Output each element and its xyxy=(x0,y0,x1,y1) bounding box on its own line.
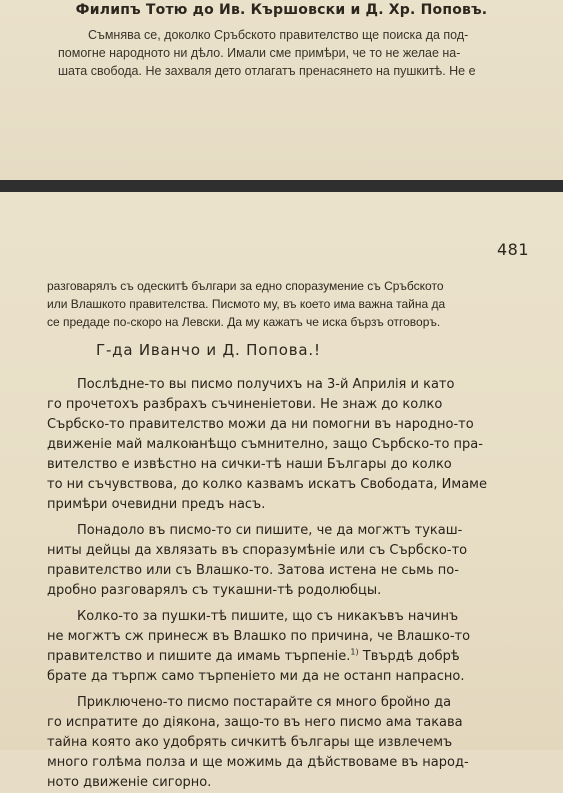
summary-line: или Влашкото правителства. Писмото му, въ което има важна тайна да xyxy=(47,297,446,311)
text-line: правителство или съ Влашко-то. Затова истена не сьмь по- xyxy=(47,563,459,578)
paragraph xyxy=(47,521,532,601)
text-line: тайна която ако удобрять сичкитѣ българы ще извлечемъ xyxy=(47,735,453,750)
paragraph xyxy=(47,607,532,687)
text-line: много голѣма полза и ще можимь да дѣйствоваме въ народ- xyxy=(47,755,469,770)
text-line: Понадоло въ писмо-то си пишите, че да могжтъ тукаш- xyxy=(77,523,463,538)
text-fragment: Твърдѣ добрѣ xyxy=(358,649,460,664)
text-fragment: правителство и пишите да имамь търпеніе. xyxy=(47,649,351,664)
text-line: вителство е извѣстно на сички-тѣ наши Българы до колко xyxy=(47,457,452,472)
text-line xyxy=(47,647,532,667)
text-line: ното движеніе сигорно. xyxy=(47,775,212,790)
body-line: шата свобода. Не захваля дето отлагатъ пренасянето на пушкитѣ. Не е xyxy=(58,64,476,78)
letter-salutation: Г-да Иванчо и Д. Попова.! xyxy=(96,341,321,359)
text-line: не могжтъ сж принесж въ Влашко по причина, че Влашко-то xyxy=(47,629,471,644)
page-heading: Филипъ Тотю до Ив. Кършовски и Д. Хр. Поповъ. xyxy=(75,2,488,18)
text-line: примѣри очевидни предъ насъ. xyxy=(47,497,266,512)
paragraph xyxy=(47,693,532,793)
text-line: го прочетохъ разбрахъ съчиненіетови. Не знаж до колко xyxy=(47,397,443,412)
text-line: брате да търпж само търпеніето ми да не останп напрасно. xyxy=(47,669,465,684)
document-page xyxy=(0,192,563,790)
text-line: то ни съчувствова, до колко казвамъ искатъ Свободата, Имаме xyxy=(47,477,487,492)
letter-body xyxy=(47,375,532,793)
text-line: дробно разговарялъ съ тукашни-тѣ родолюбцы. xyxy=(47,583,382,598)
text-line: движеніе май малкоꙗнѣщо съмнително, защо Сърбско-то пра- xyxy=(47,437,483,452)
body-line: помогне народното ни дѣло. Имали сме примѣри, че то не желае на- xyxy=(58,46,461,60)
paragraph xyxy=(47,375,532,515)
text-line: Колко-то за пушки-тѣ пишите, що съ никакъвъ начинъ xyxy=(77,609,459,624)
text-line: ниты дейцы да хвлязать въ споразумѣніе или съ Сърбско-то xyxy=(47,543,468,558)
editorial-summary xyxy=(47,277,527,331)
body-line: Съмнява се, доколко Сръбското правителство ще поиска да под- xyxy=(88,28,469,42)
page-number: 481 xyxy=(496,240,529,259)
text-line: Сърбско-то правителство можи да ни помогни въ народно-то xyxy=(47,417,474,432)
text-line: го испратите до діякона, защо-то въ него писмо ама такава xyxy=(47,715,463,730)
text-line: Приключено-то писмо постарайте ся много бройно да xyxy=(77,695,452,710)
text-line: Послѣдне-то вы писмо получихъ на 3-й Априлія и като xyxy=(77,377,455,392)
summary-line: разговарялъ съ одескитѣ българи за едно споразумение съ Сръбското xyxy=(47,279,444,293)
previous-page-fragment xyxy=(0,0,563,180)
page-divider xyxy=(0,180,563,192)
footnote-marker: 1) xyxy=(350,647,359,657)
summary-line: се предаде по-скоро на Левски. Да му кажатъ че иска бързъ отговоръ. xyxy=(47,315,441,329)
